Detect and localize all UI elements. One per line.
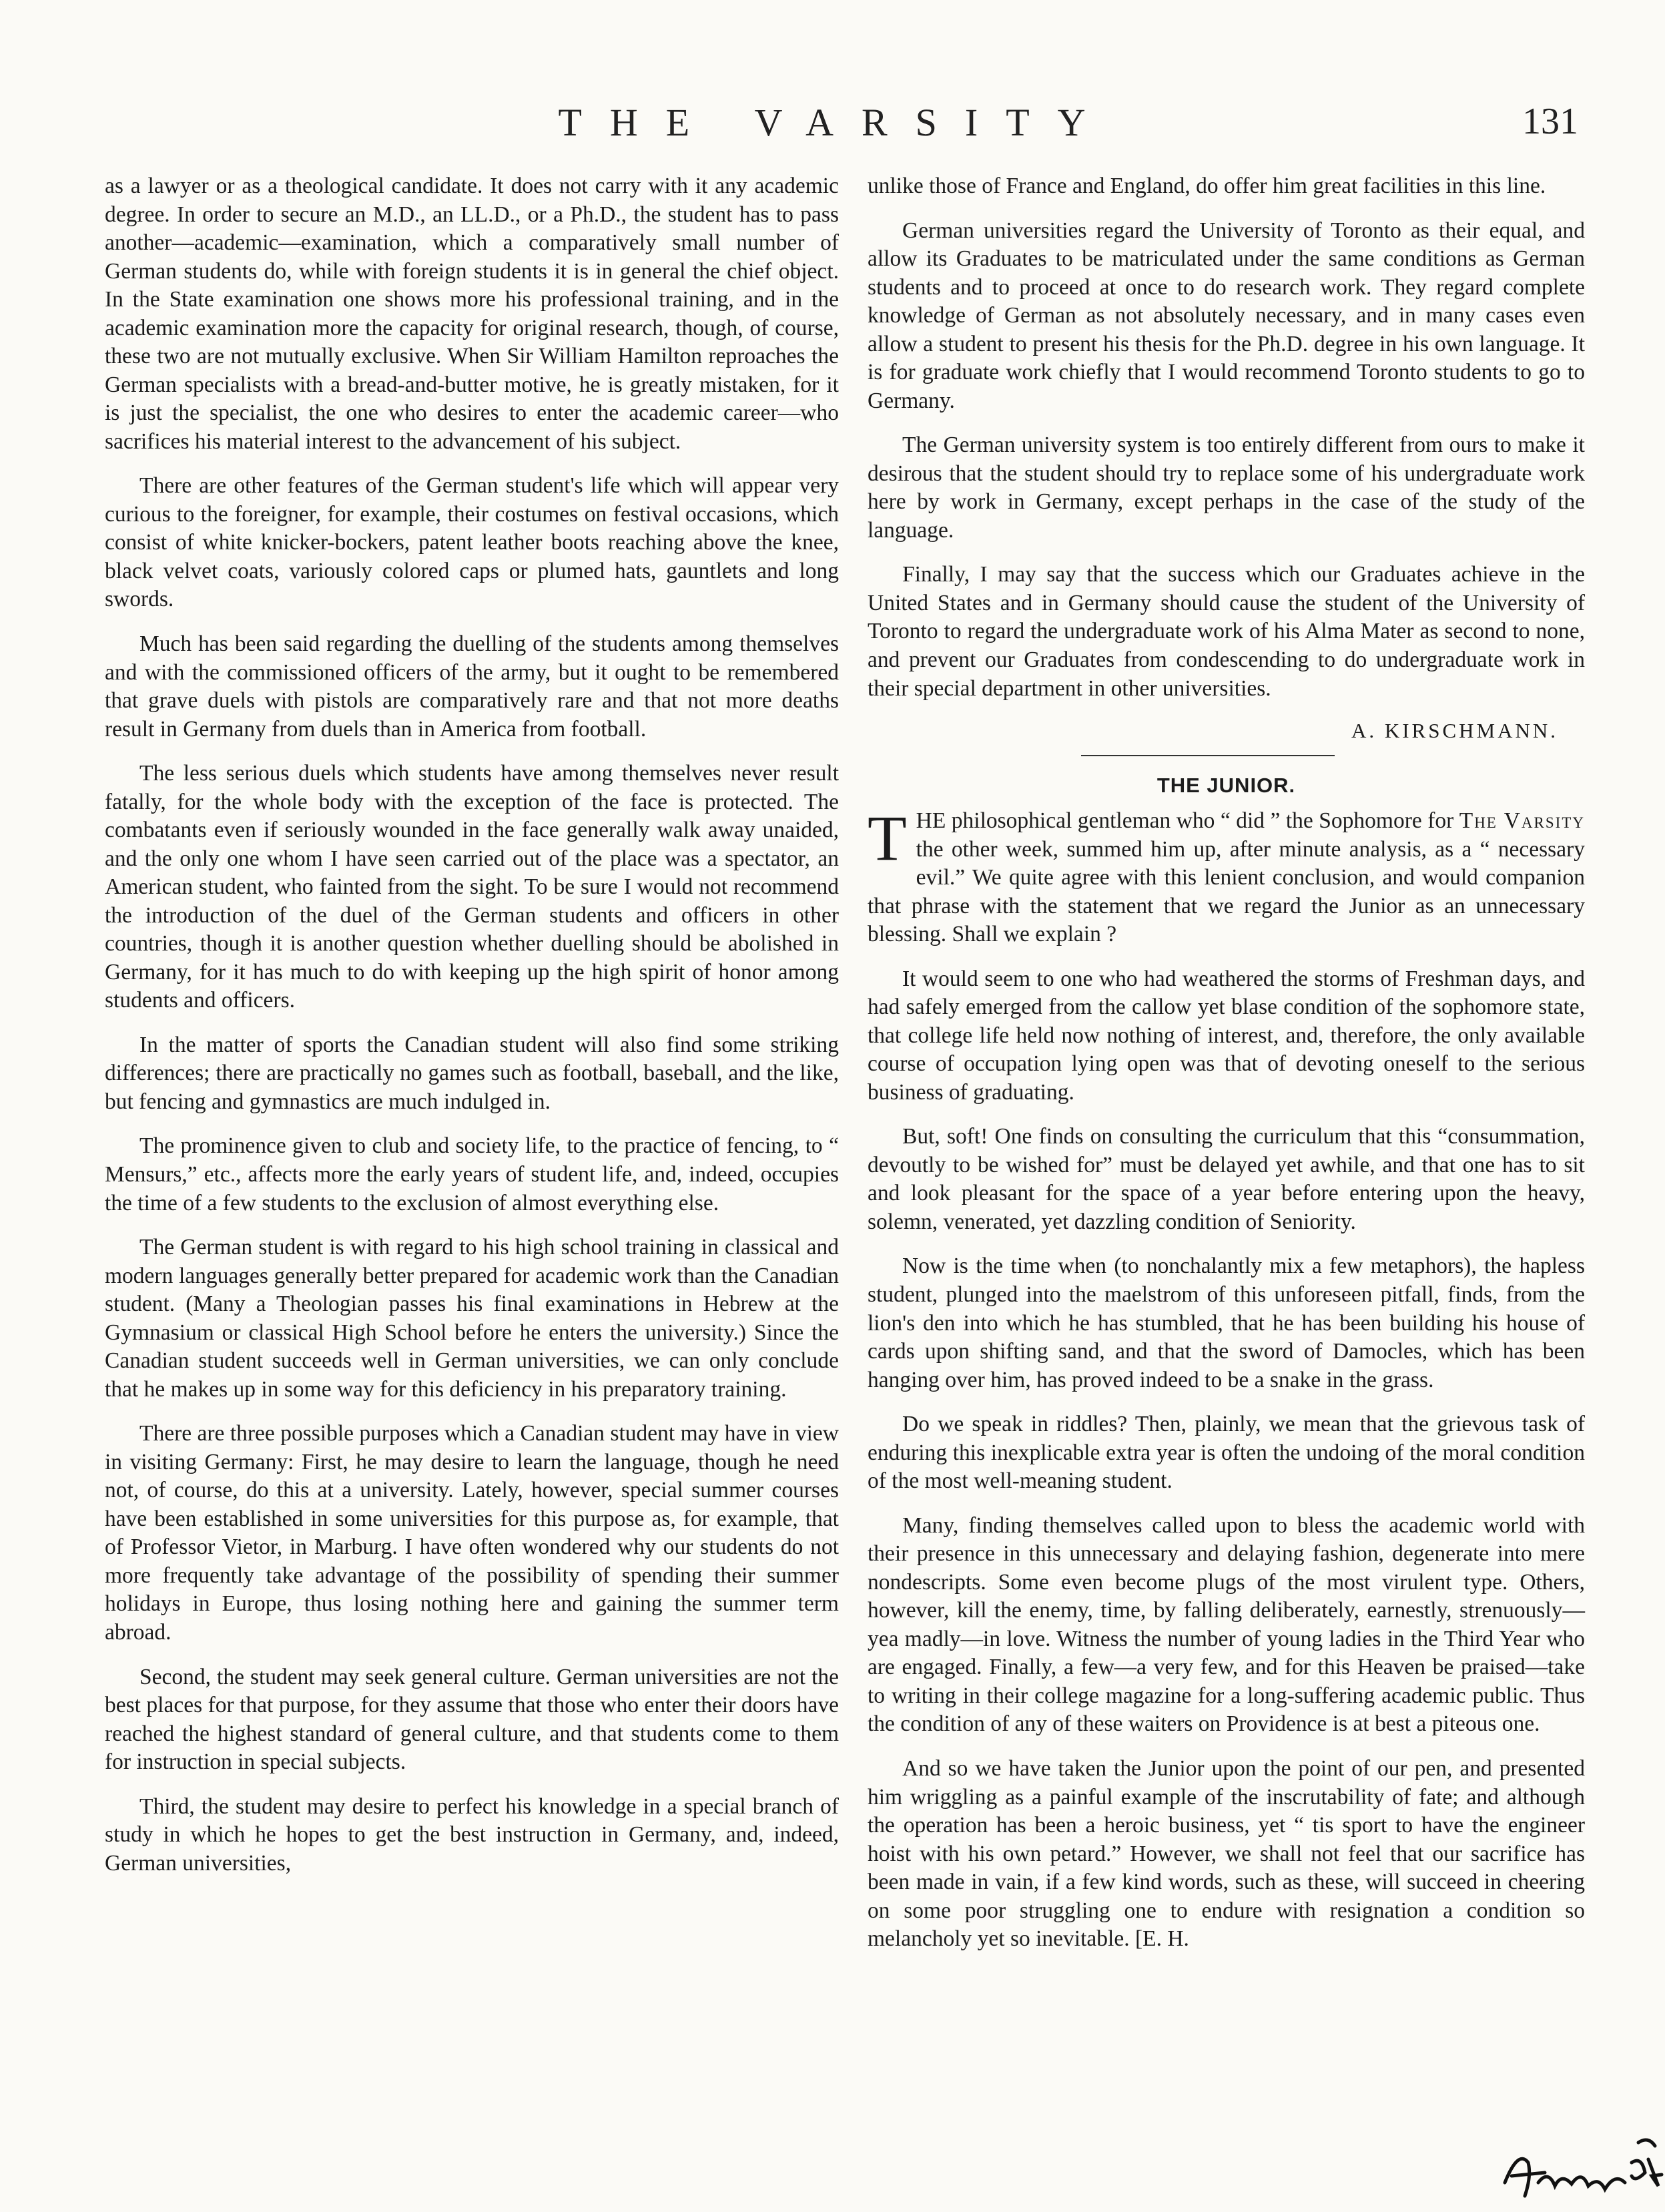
section-divider — [1081, 755, 1335, 756]
author-signature: A. KIRSCHMANN. — [1351, 719, 1558, 743]
article-paragraph: In the matter of sports the Canadian student will also find some striking differences; there are practically no games such as football, baseball, and the like, but fencing and gymnastics are much indulged in. — [105, 1032, 839, 1114]
article-paragraph: Much has been said regarding the duelling of the students among themselves and with the commissioned officers of the army, but it ought to be remembered that grave duels with pistols are comparatively rare and that not more deaths result in Germany from duels than in America from football. — [105, 631, 839, 742]
section-heading: THE JUNIOR. — [1156, 774, 1296, 798]
article-paragraph: as a lawyer or as a theological candidate. It does not carry with it any academic degree. In order to secure an M.D., an LL.D., or a Ph.D., the student has to pass another—academic—examination, which a comparatively small number of German students do, while with foreign students it is in general the chief object. In the State examination one shows more his professional training, and in the academic examination more the capacity for original research, though, of course, these two are not mutually exclusive. When Sir William Hamilton reproaches the German specialists with a bread-and-butter motive, he is greatly mistaken, for it is just the specialist, the one who desires to enter the academic career—who sacrifices his material interest to the advancement of his subject. — [105, 174, 839, 454]
article-paragraph: The German university system is too entirely different from ours to make it desirous that the student should try to replace some of his undergraduate work here by work in Germany, except perhaps in the case of the study of the language. — [868, 433, 1585, 543]
article-paragraph: There are other features of the German student's life which will appear very curious to the foreigner, for example, their costumes on festival occasions, which consist of white knicker-bockers, patent leather boots reaching above the knee, black velvet coats, variously colored caps or plumed hats, gauntlets and long swords. — [105, 473, 839, 612]
article-paragraph: Second, the student may seek general culture. German universities are not the best places for that purpose, for they assume that those who enter their doors have reached the highest standard of general culture, and that students come to them for instruction in special subjects. — [105, 1664, 839, 1775]
article-paragraph: Finally, I may say that the success which our Graduates achieve in the United States and in Germany should cause the student of the University of Toronto to regard the undergraduate work of his Alma Mater as second to none, and prevent our Graduates from condescending to do undergraduate work in their special department in other universities. — [868, 562, 1585, 701]
junior-first-paragraph — [868, 802, 1585, 949]
junior-paragraph: Many, finding themselves called upon to bless the academic world with their presence in this unnecessary and delaying fashion, degenerate into mere nondescripts. Some even become plugs of the most virulent type. Others, however, kill the enemy, time, by falling deliberately, earnestly, strenuously—yea madly—in love. Witness the number of young ladies in the Third Year who are engaged. Finally, a few—a very few, and for this Heaven be praised—take to writing in their college magazine for a long-suffering academic public. Thus the condition of any of these waiters on Providence is at best a piteous one. — [868, 1512, 1585, 1737]
article-paragraph: unlike those of France and England, do offer him great facilities in this line. — [868, 174, 1546, 198]
first-text-b: the other week, summed him up, after minute analysis, as a “ necessary evil.” We quite agree with this lenient conclusion, and would companion that phrase with the statement that we regard the Junior as an unnecessary blessing. Shall we explain ? — [868, 836, 1585, 947]
page-header — [87, 100, 1585, 147]
drop-cap: T — [868, 802, 907, 874]
handwritten-date-annotation — [1498, 2136, 1665, 2209]
article-paragraph: German universities regard the University of Toronto as their equal, and allow its Graduates to be matriculated under the same conditions as German students and to proceed at once to do research work. They regard complete knowledge of German as not absolutely necessary, and in many cases even allow a student to present his thesis for the Ph.D. degree in his own language. It is for graduate work chiefly that I would recommend Toronto students to go to Germany. — [868, 218, 1585, 413]
junior-paragraph: Do we speak in riddles? Then, plainly, we mean that the grievous task of enduring this inexplicable extra year is often the undoing of the moral condition of the most well-meaning student. — [868, 1412, 1585, 1494]
junior-paragraph: But, soft! One finds on consulting the curriculum that this “consummation, devoutly to be wished for” must be delayed yet awhile, and that one has to sit and look pleasant for the space of a year before entering upon the heavy, solemn, venerated, yet dazzling condition of Seniority. — [868, 1124, 1585, 1234]
junior-paragraph: It would seem to one who had weathered the storms of Freshman days, and had safely emerged from the callow yet blase condition of the sophomore state, that college life held now nothing of interest, and, therefore, the only available course of occupation lying open was that of devoting oneself to the serious business of graduating. — [868, 966, 1585, 1105]
varsity-name: The Varsity — [1459, 808, 1585, 834]
junior-paragraph: Now is the time when (to nonchalantly mix a few metaphors), the hapless student, plunged into the maelstrom of this unforeseen pitfall, finds, from the lion's den into which he has stumbled, that he has been building his house of cards upon shifting sand, and that the sword of Damocles, which has been hanging over him, has proved indeed to be a snake in the grass. — [868, 1254, 1585, 1392]
article-paragraph: The prominence given to club and society life, to the practice of fencing, to “ Mensurs,” etc., affects more the early years of student life, and, indeed, occupies the time of a few students to the exclusion of almost everything else. — [105, 1133, 839, 1215]
left-column — [105, 172, 839, 1894]
first-text-a: HE philosophical gentleman who “ did ” the Sophomore for — [916, 808, 1459, 834]
article-paragraph: There are three possible purposes which a Canadian student may have in view in visiting Germany: First, he may desire to learn the language, though he need not, of course, do this at a university. Lately, however, special summer courses have been established in some universities for this purpose as, for example, that of Professor Vietor, in Marburg. I have often wondered why our students do not more frequently take advantage of the possibility of spending their summer holidays in Europe, thus losing nothing here and gaining the summer term abroad. — [105, 1421, 839, 1645]
right-column — [868, 172, 1585, 1970]
article-paragraph: The less serious duels which students have among themselves never result fatally, for the whole body with the exception of the face is protected. The combatants even if seriously wounded in the face generally walk away unaided, and the only one whom I have seen carried out of the place was a spectator, an American student, who fainted from the sight. To be sure I would not recommend the introduction of the duel of the German students and officers in other countries, though it is another question whether duelling should be abolished in Germany, for it has much to do with keeping up the high spirit of honor among students and officers. — [105, 761, 839, 1013]
article-paragraph: The German student is with regard to his high school training in classical and modern languages generally better prepared for academic work than the Canadian student. (Many a Theologian passes his final examinations in Hebrew at the Gymnasium or classical High School before he enters the university.) Since the Canadian student succeeds well in German universities, we can only conclude that he makes up in some way for this deficiency in his preparatory training. — [105, 1235, 839, 1402]
article-paragraph: Third, the student may desire to perfect his knowledge in a special branch of study in which he hopes to get the best instruction in Germany, and, indeed, German universities, — [105, 1793, 839, 1876]
page-number: 131 — [1522, 101, 1578, 142]
running-title: THE VARSITY — [558, 101, 1114, 144]
junior-paragraph: And so we have taken the Junior upon the point of our pen, and presented him wriggling as a painful example of the inscrutability of fate; and although the operation has been a heroic business, yet “ tis sport to have the engineer hoist with his own petard.” However, we shall not feel that our sacrifice has been made in vain, if a few kind words, such as these, will succeed in cheering on some poor struggling one to endure with resignation a condition so melancholy yet so inevitable. [E. H. — [868, 1755, 1585, 1952]
